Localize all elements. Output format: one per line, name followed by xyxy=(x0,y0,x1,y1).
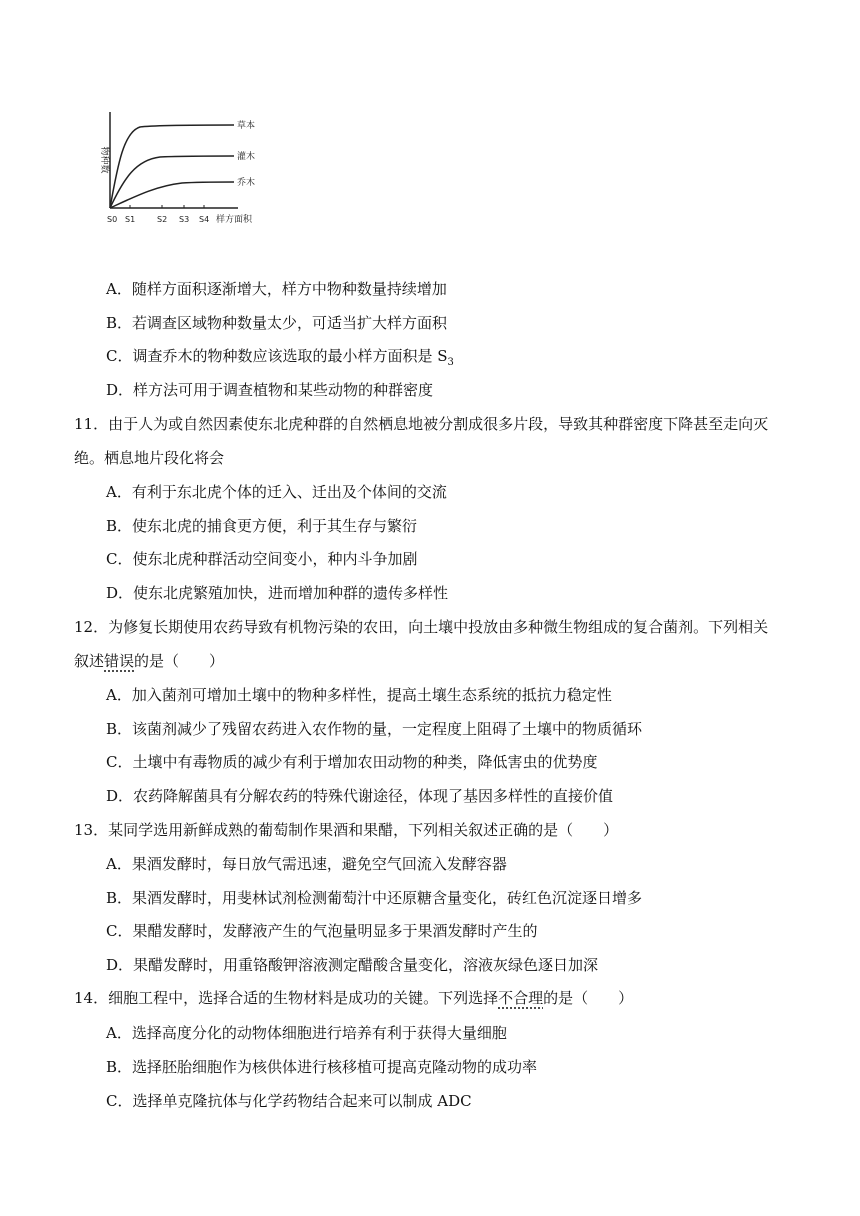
q12-option-a: A．加入菌剂可增加土壤中的物种多样性，提高土壤生态系统的抵抗力稳定性 xyxy=(106,686,612,704)
q10-option-c-text: C．调查乔木的物种数应该选取的最小样方面积是 S xyxy=(106,347,448,365)
q10-option-c xyxy=(0,346,860,373)
species-area-figure xyxy=(98,108,268,230)
q12-stem-post: 的是（ ） xyxy=(134,652,225,670)
q14-option-c: C．选择单克隆抗体与化学药物结合起来可以制成 ADC xyxy=(106,1092,472,1110)
q12-stem-line1: 12．为修复长期使用农药导致有机物污染的农田，向土壤中投放由多种微生物组成的复合菌剂。下列相关 xyxy=(74,618,769,636)
series-label-tree: 乔木 xyxy=(237,178,256,188)
series-label-herb: 草本 xyxy=(237,121,256,131)
q11-option-a: A．有利于东北虎个体的迁入、迁出及个体间的交流 xyxy=(106,483,447,501)
q11-option-b: B．使东北虎的捕食更方便，利于其生存与繁衍 xyxy=(106,517,418,535)
x-tick-label: S1 xyxy=(125,215,136,224)
q11-option-c: C．使东北虎种群活动空间变小，种内斗争加剧 xyxy=(106,550,418,568)
q12-emphasis-wrong: 错误 xyxy=(104,652,135,670)
q11-stem-line1: 11．由于人为或自然因素使东北虎种群的自然栖息地被分割成很多片段，导致其种群密度下降甚至走向灭 xyxy=(74,415,769,433)
series-label-shrub: 灌木 xyxy=(237,152,256,162)
x-tick-label: S4 xyxy=(199,215,210,224)
q13-option-b: B．果酒发酵时，用斐林试剂检测葡萄汁中还原糖含量变化，砖红色沉淀逐日增多 xyxy=(106,889,643,907)
q13-option-d: D．果醋发酵时，用重铬酸钾溶液测定醋酸含量变化，溶液灰绿色逐日加深 xyxy=(106,956,599,974)
q14-stem-pre: 14．细胞工程中，选择合适的生物材料是成功的关键。下列选择 xyxy=(74,989,499,1007)
y-axis-label: 物种数 xyxy=(99,146,109,174)
x-axis-label: 样方面积 xyxy=(216,215,253,225)
q11-option-d: D．使东北虎繁殖加快，进而增加种群的遗传多样性 xyxy=(106,584,449,602)
q12-stem-line2 xyxy=(0,651,860,671)
x-tick-label: S0 xyxy=(107,215,118,224)
q12-option-b: B．该菌剂减少了残留农药进入农作物的量，一定程度上阻碍了土壤中的物质循环 xyxy=(106,720,643,738)
species-area-curve-chart xyxy=(98,108,268,230)
q12-option-d: D．农药降解菌具有分解农药的特殊代谢途径，体现了基因多样性的直接价值 xyxy=(106,787,614,805)
q14-stem xyxy=(0,988,860,1008)
subscript: 3 xyxy=(447,357,454,368)
q14-option-b: B．选择胚胎细胞作为核供体进行核移植可提高克隆动物的成功率 xyxy=(106,1058,538,1076)
q13-option-c: C．果醋发酵时，发酵液产生的气泡量明显多于果酒发酵时产生的 xyxy=(106,922,538,940)
q14-option-a: A．选择高度分化的动物体细胞进行培养有利于获得大量细胞 xyxy=(106,1024,507,1042)
x-tick-label: S2 xyxy=(157,215,168,224)
q11-stem-line2: 绝。栖息地片段化将会 xyxy=(74,449,225,467)
x-tick-label: S3 xyxy=(179,215,190,224)
tree-curve xyxy=(110,182,234,208)
q10-option-a: A．随样方面积逐渐增大，样方中物种数量持续增加 xyxy=(106,280,447,298)
q12-stem-pre: 叙述 xyxy=(74,652,105,670)
q14-stem-post: 的是（ ） xyxy=(543,989,634,1007)
herb-curve xyxy=(110,125,234,208)
q13-stem: 13．某同学选用新鲜成熟的葡萄制作果酒和果醋，下列相关叙述正确的是（ ） xyxy=(74,821,619,839)
q10-option-b: B．若调查区域物种数量太少，可适当扩大样方面积 xyxy=(106,314,448,332)
q10-option-d: D．样方法可用于调查植物和某些动物的种群密度 xyxy=(106,381,434,399)
q12-option-c: C．土壤中有毒物质的减少有利于增加农田动物的种类，降低害虫的优势度 xyxy=(106,753,598,771)
q14-emphasis-unreasonable: 不合理 xyxy=(498,989,544,1007)
q13-option-a: A．果酒发酵时，每日放气需迅速，避免空气回流入发酵容器 xyxy=(106,855,507,873)
